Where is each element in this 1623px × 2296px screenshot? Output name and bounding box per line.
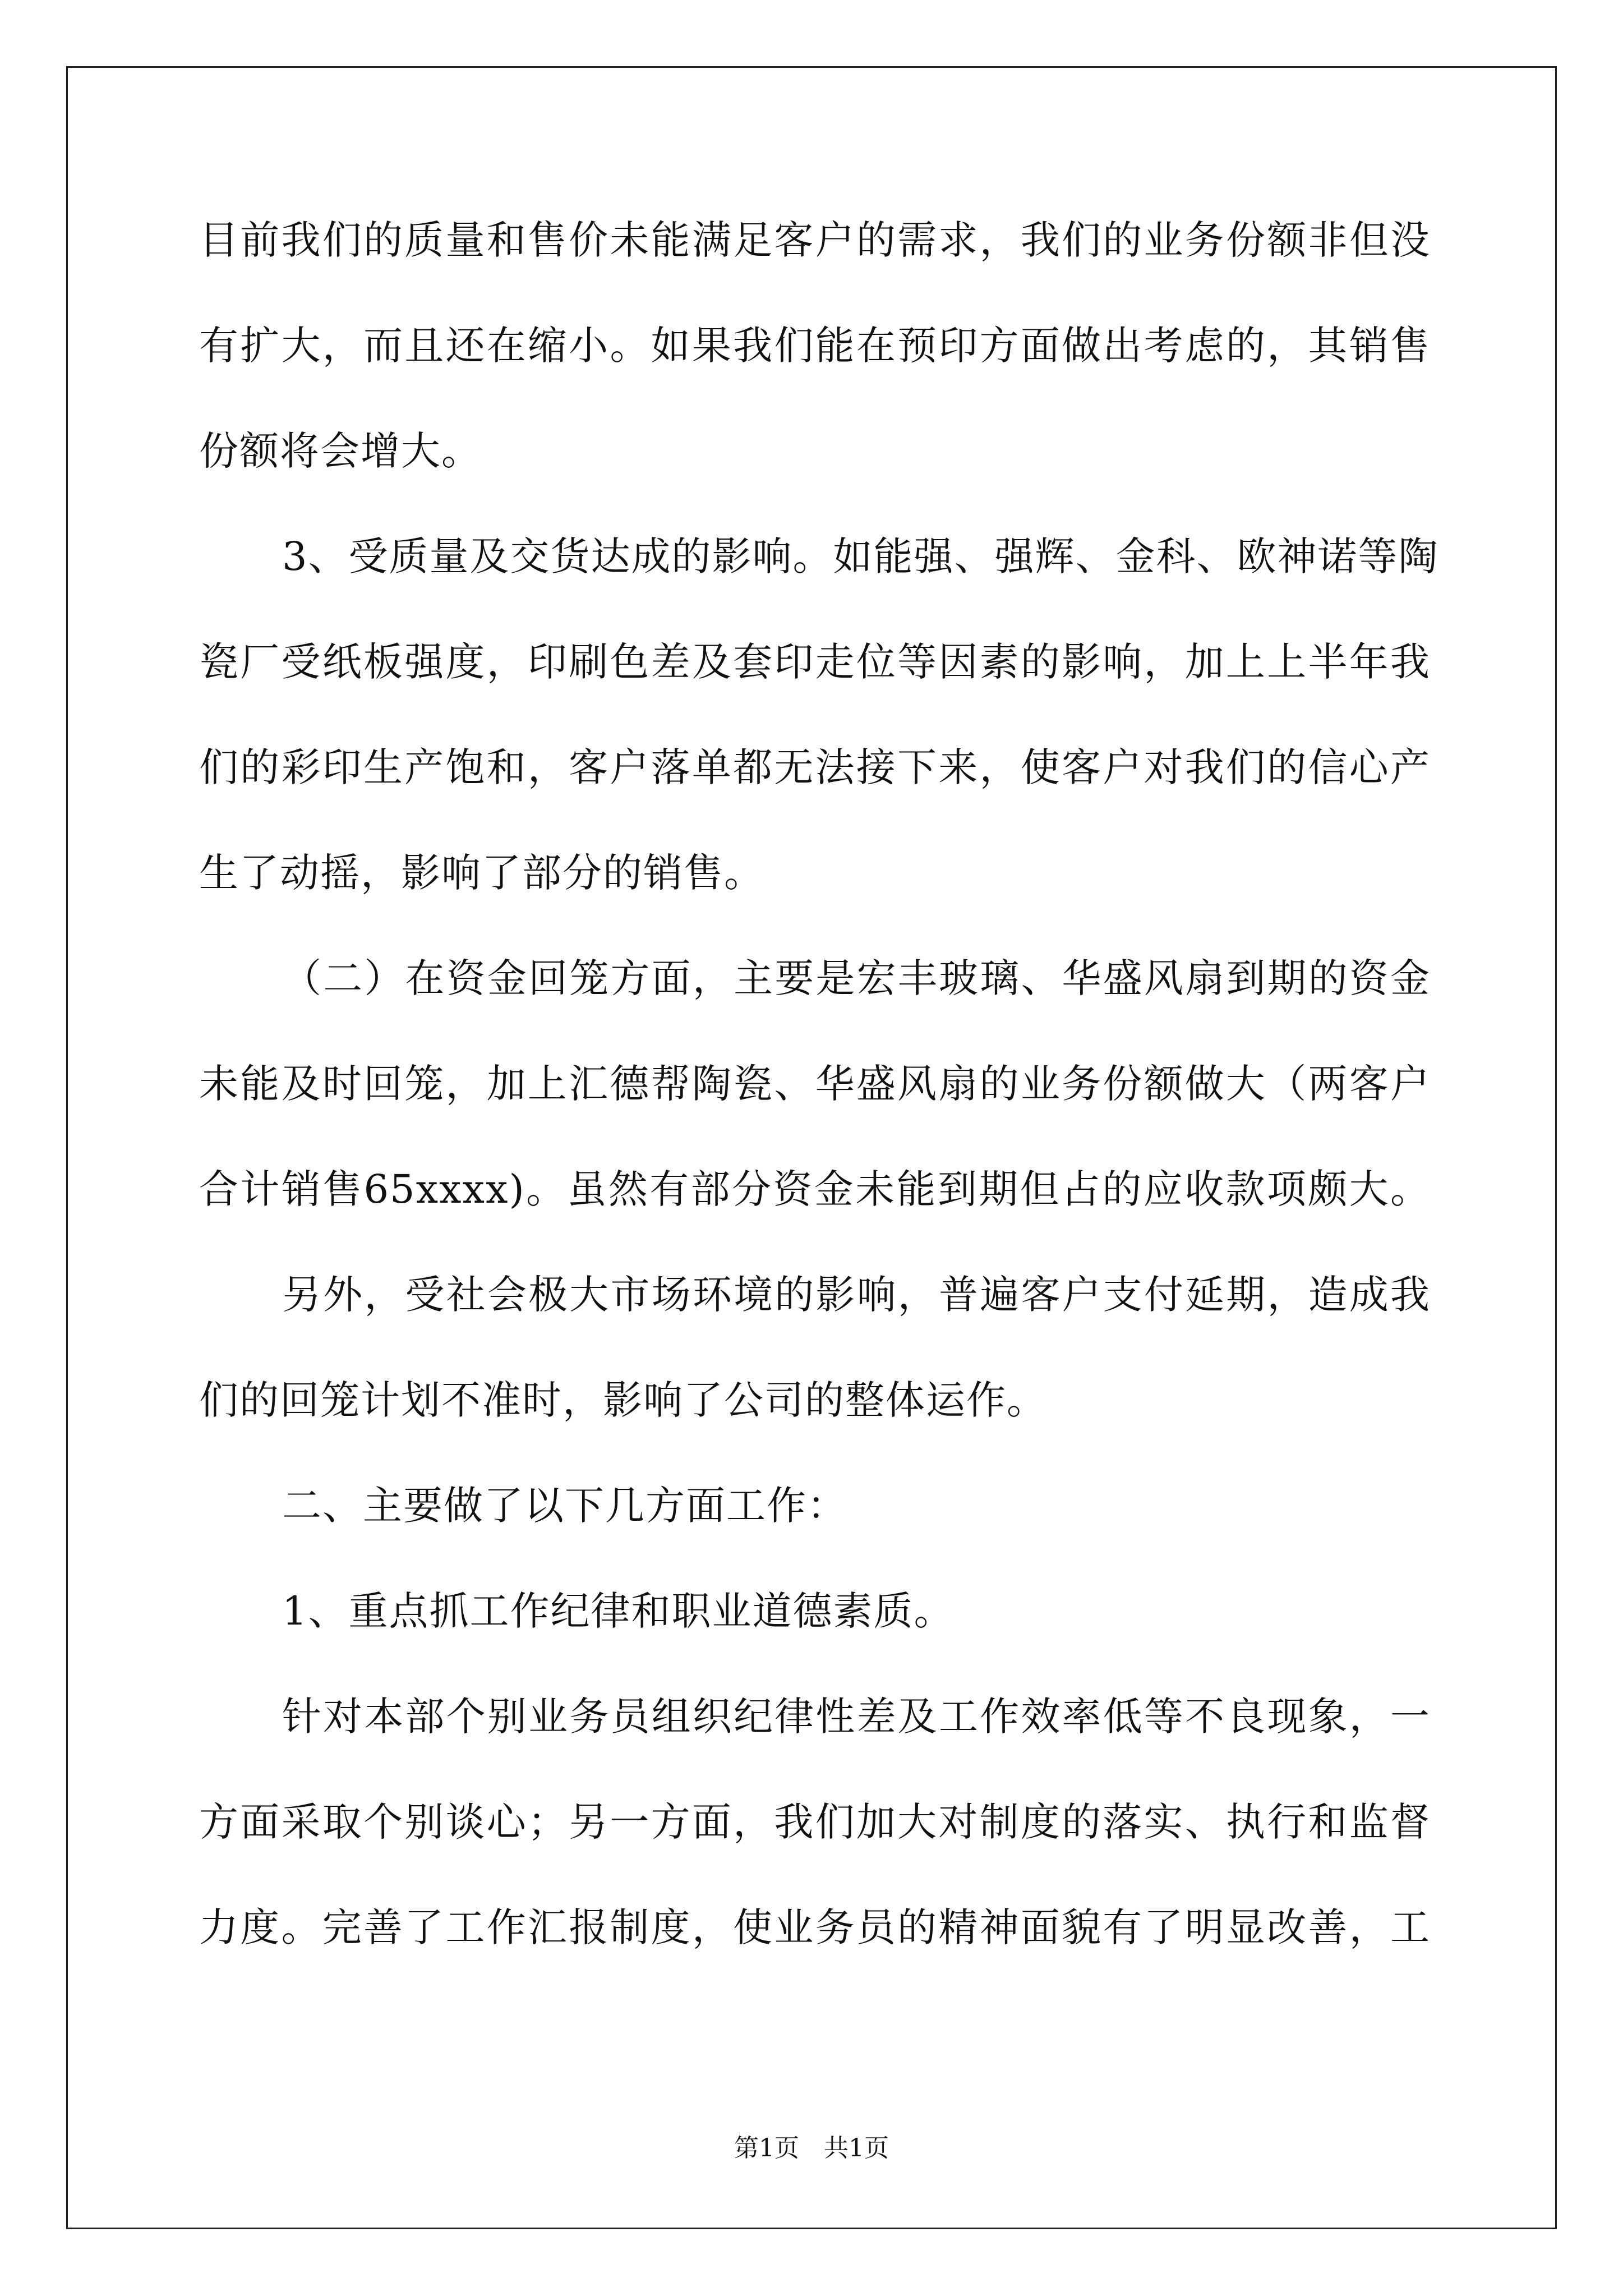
subsection-heading: 1、重点抓工作纪律和职业道德素质。 [282, 1588, 955, 1634]
text-line: 另外，受社会极大市场环境的影响，普遍客户支付延期，造成我 [282, 1272, 1431, 1318]
text-line: （二）在资金回笼方面，主要是宏丰玻璃、华盛风扇到期的资金 [282, 955, 1431, 1001]
text-line: 生了动摇，影响了部分的销售。 [199, 850, 764, 896]
text-line: 们的彩印生产饱和，客户落单都无法接下来，使客户对我们的信心产 [199, 744, 1431, 790]
section-heading: 二、主要做了以下几方面工作： [282, 1483, 847, 1529]
text-line: 份额将会增大。 [199, 428, 482, 474]
text-line: 方面采取个别谈心；另一方面，我们加大对制度的落实、执行和监督 [199, 1799, 1431, 1845]
text-line: 合计销售65xxxx)。虽然有部分资金未能到期但占的应收款项颇大。 [199, 1166, 1431, 1212]
text-line: 目前我们的质量和售价未能满足客户的需求，我们的业务份额非但没 [199, 217, 1431, 263]
text-line: 瓷厂受纸板强度，印刷色差及套印走位等因素的影响，加上上半年我 [199, 639, 1431, 685]
text-line: 针对本部个别业务员组织纪律性差及工作效率低等不良现象，一 [282, 1694, 1431, 1740]
text-line: 有扩大，而且还在缩小。如果我们能在预印方面做出考虑的，其销售 [199, 323, 1431, 369]
text-line: 力度。完善了工作汇报制度，使业务员的精神面貌有了明显改善，工 [199, 1904, 1431, 1950]
text-line: 3、受质量及交货达成的影响。如能强、强辉、金科、欧神诺等陶 [282, 533, 1439, 579]
page-number-footer: 第1页 共1页 [734, 2134, 889, 2162]
text-line: 未能及时回笼，加上汇德帮陶瓷、华盛风扇的业务份额做大（两客户 [199, 1061, 1431, 1107]
text-line: 们的回笼计划不准时，影响了公司的整体运作。 [199, 1377, 1047, 1423]
